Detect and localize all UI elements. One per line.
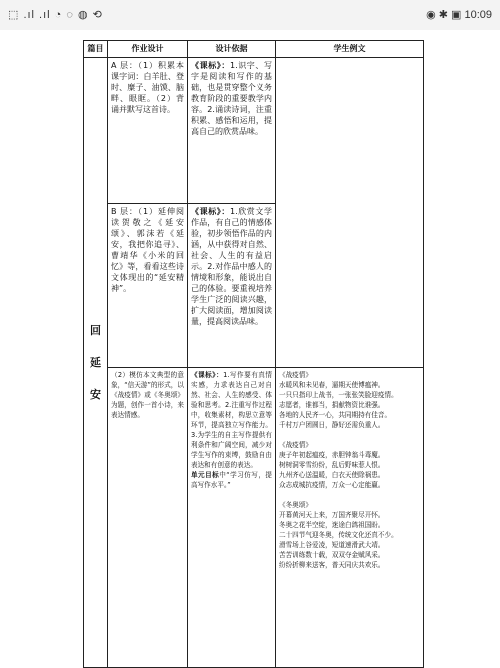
basis-cell	[188, 204, 276, 368]
poem-line: 志愿者，谁都当，捐献物资比谁强。	[279, 401, 385, 409]
header-basis: 设计依据	[188, 41, 276, 58]
poem-line: 一只只指印上战书，一张张笑脸迎疫情。	[279, 391, 398, 399]
basis-label: 《课标》：	[191, 207, 230, 216]
basis-text: 1.欣赏文学作品，有自己的情感体验，初步领悟作品的内涵，从中获得对自然、社会、人生的有益启示。2.对作品中感人的情境和形象，能说出自己的体验。要重视培养学生广泛的阅读兴趣，扩大阅读面，增加阅读量，提高阅读品味。	[191, 207, 272, 326]
header-example: 学生例文	[276, 41, 424, 58]
basis-label: 《课标》：	[191, 371, 224, 379]
table-header-row	[84, 41, 424, 58]
poem-line: 树树洞零雪纷纷，乱后野味惹人恨。	[279, 461, 385, 469]
clock: 10:09	[464, 9, 492, 21]
status-right	[426, 8, 492, 21]
table-row	[84, 58, 424, 204]
poem-line: 千村万户团圆日，静好还需负重人。	[279, 421, 385, 429]
poem-title: 《冬奥颂》	[279, 501, 312, 509]
header-design: 作业设计	[108, 41, 188, 58]
design-cell: （2）模仿本文典型的意象，“信天游”的形式，以《战疫情》或《冬奥颂》为题，创作一首小诗，来表达情感。	[108, 368, 188, 668]
basis-cell	[188, 58, 276, 204]
pianmu-cell: 回 延 安	[84, 58, 108, 668]
table-row	[84, 368, 424, 668]
poem-line: 各地的人民齐一心，共同期持有佳音。	[279, 411, 392, 419]
basis-text: 1.写作要有真情实感，力求表达自己对自然、社会、人生的感受、体验和思考。2.注重写作过程中，收集素材，构思立意等环节，提高独立写作能力。3.为学生的自主写作提供有利条件和广阔空间，减少对学生写作的束缚，鼓励自由表达和有创意的表达。	[191, 371, 272, 469]
example-cell	[276, 368, 424, 668]
poem-line: 冬奥之花半空绽，迷途白鸽祖国盼。	[279, 521, 385, 529]
design-cell: A 层：（1）积累本课字词：白羊肚、登时、糜子、油馍、脑畔、眼眶。（2）背诵并默写这首诗。	[108, 58, 188, 204]
homework-design-table	[83, 40, 424, 668]
status-bar	[0, 0, 500, 30]
basis-text: 1.识字、写字是阅读和写作的基础，也是贯穿整个义务教育阶段的重要教学内容。2.诵读诗词，注重积累、感悟和运用，提高自己的欣赏品味。	[191, 61, 272, 136]
poem-3	[279, 500, 420, 570]
poem-line: 苦苦训练数十载，双双夺金赋风采。	[279, 551, 385, 559]
design-cell: B 层：（1）延伸阅读贺敬之《延安颂》、郭沫若《延安，我把你追寻》、曹靖华《小米的回忆》等，看看这些诗文体现出的“延安精神”。	[108, 204, 188, 368]
poem-line: 水暖风和未见春，逼期天使博瘟神。	[279, 381, 385, 389]
poem-line: 滑雪场上谷爱凌，短道速滑武大靖。	[279, 541, 385, 549]
poem-title: 《战疫情》	[279, 371, 312, 379]
poem-line: 众志成城抗疫情，万众一心定能赢。	[279, 481, 385, 489]
example-cell	[276, 58, 424, 368]
document-page	[0, 30, 500, 569]
poem-title: 《战疫情》	[279, 441, 312, 449]
status-right-icons: ◉ ✱ ▣	[426, 9, 462, 21]
status-left-icons: ⬚ .ıl .ıl ◔ ◌ ◍ ⟲	[8, 9, 103, 21]
poem-line: 开幕黄河天上来，万国齐聚尽开怀。	[279, 511, 385, 519]
goal-label: 单元目标	[191, 471, 220, 479]
basis-label: 《课标》：	[191, 61, 230, 70]
header-pianmu: 篇目	[84, 41, 108, 58]
poem-line: 九州齐心送温暖，白衣天使除祸患。	[279, 471, 385, 479]
basis-cell	[188, 368, 276, 668]
poem-2	[279, 440, 420, 490]
poem-1	[279, 370, 420, 430]
poem-line: 二十四节气迎冬奥，传统文化还真不少。	[279, 531, 398, 539]
poem-line: 纷纷折柳来送客，普天同庆共欢乐。	[279, 561, 385, 569]
goal-text: 中“学习仿写，提高写作水平。”	[191, 471, 273, 489]
poem-line: 庚子年初起瘟疫，赤胆钟翁斗毒魔。	[279, 451, 385, 459]
